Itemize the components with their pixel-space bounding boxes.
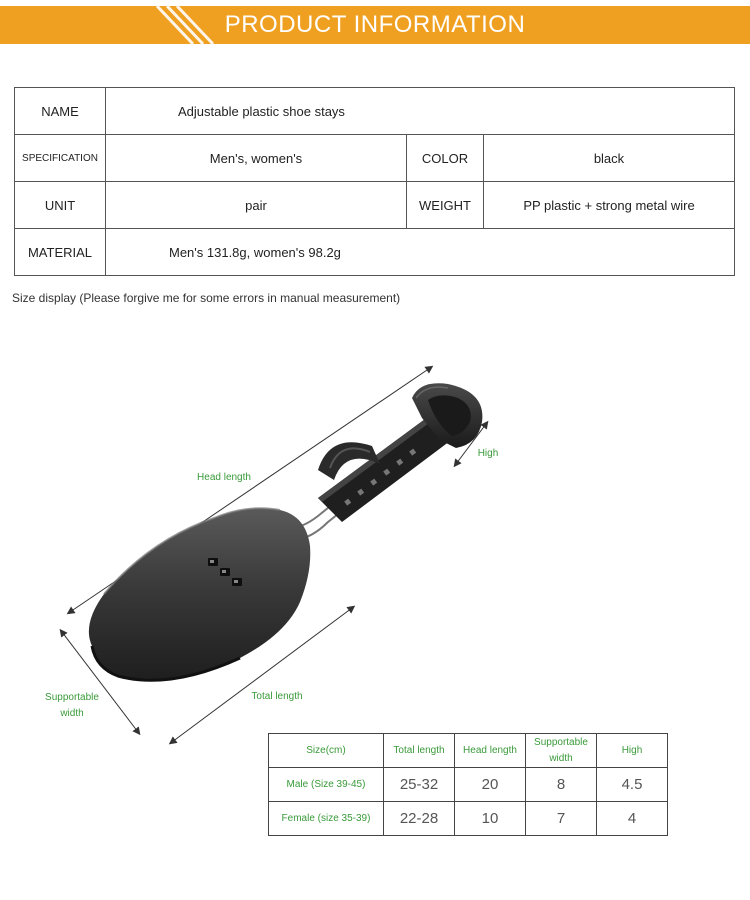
weight-label: WEIGHT [407,182,484,229]
shoe-stay-drawing [0,340,750,760]
total-length-label: Total length [251,691,303,702]
supportable-width-label-line2: width [60,708,84,719]
shoe-stay-illustration [0,340,750,760]
size-table-header: High [597,734,668,768]
cell: 4.5 [597,768,668,802]
color-label: COLOR [407,135,484,182]
size-note: Size display (Please forgive me for some errors in manual measurement) [12,291,401,305]
size-table-header: Head length [455,734,526,768]
table-row [269,768,668,802]
table-row [269,802,668,836]
supportable-width-label [36,690,108,722]
toe-piece [89,508,310,680]
material-label: MATERIAL [15,229,106,276]
cell: 25-32 [384,768,455,802]
size-table-header: Supportable width [526,734,597,768]
cell: 22-28 [384,802,455,836]
color-value: black [484,135,735,182]
unit-value: pair [106,182,407,229]
specification-value: Men's, women's [106,135,407,182]
header-banner [0,6,750,44]
banner-title: PRODUCT INFORMATION [224,11,526,38]
row-label: Female (size 35-39) [269,802,384,836]
weight-value: PP plastic + strong metal wire [484,182,735,229]
cell: 10 [455,802,526,836]
size-table-header: Size(cm) [269,734,384,768]
cell: 8 [526,768,597,802]
size-table [268,733,668,836]
name-value: Adjustable plastic shoe stays [106,88,735,135]
cell: 4 [597,802,668,836]
row-label: Male (Size 39-45) [269,768,384,802]
name-label: NAME [15,88,106,135]
material-value: Men's 131.8g, women's 98.2g [106,229,735,276]
unit-label: UNIT [15,182,106,229]
size-table-header: Total length [384,734,455,768]
head-length-label: Head length [197,472,251,483]
high-label: High [477,448,499,459]
supportable-width-label-line1: Supportable [45,692,99,703]
product-info-table [14,87,735,276]
specification-label: SPECIFICATION [15,135,106,182]
cell: 7 [526,802,597,836]
cell: 20 [455,768,526,802]
